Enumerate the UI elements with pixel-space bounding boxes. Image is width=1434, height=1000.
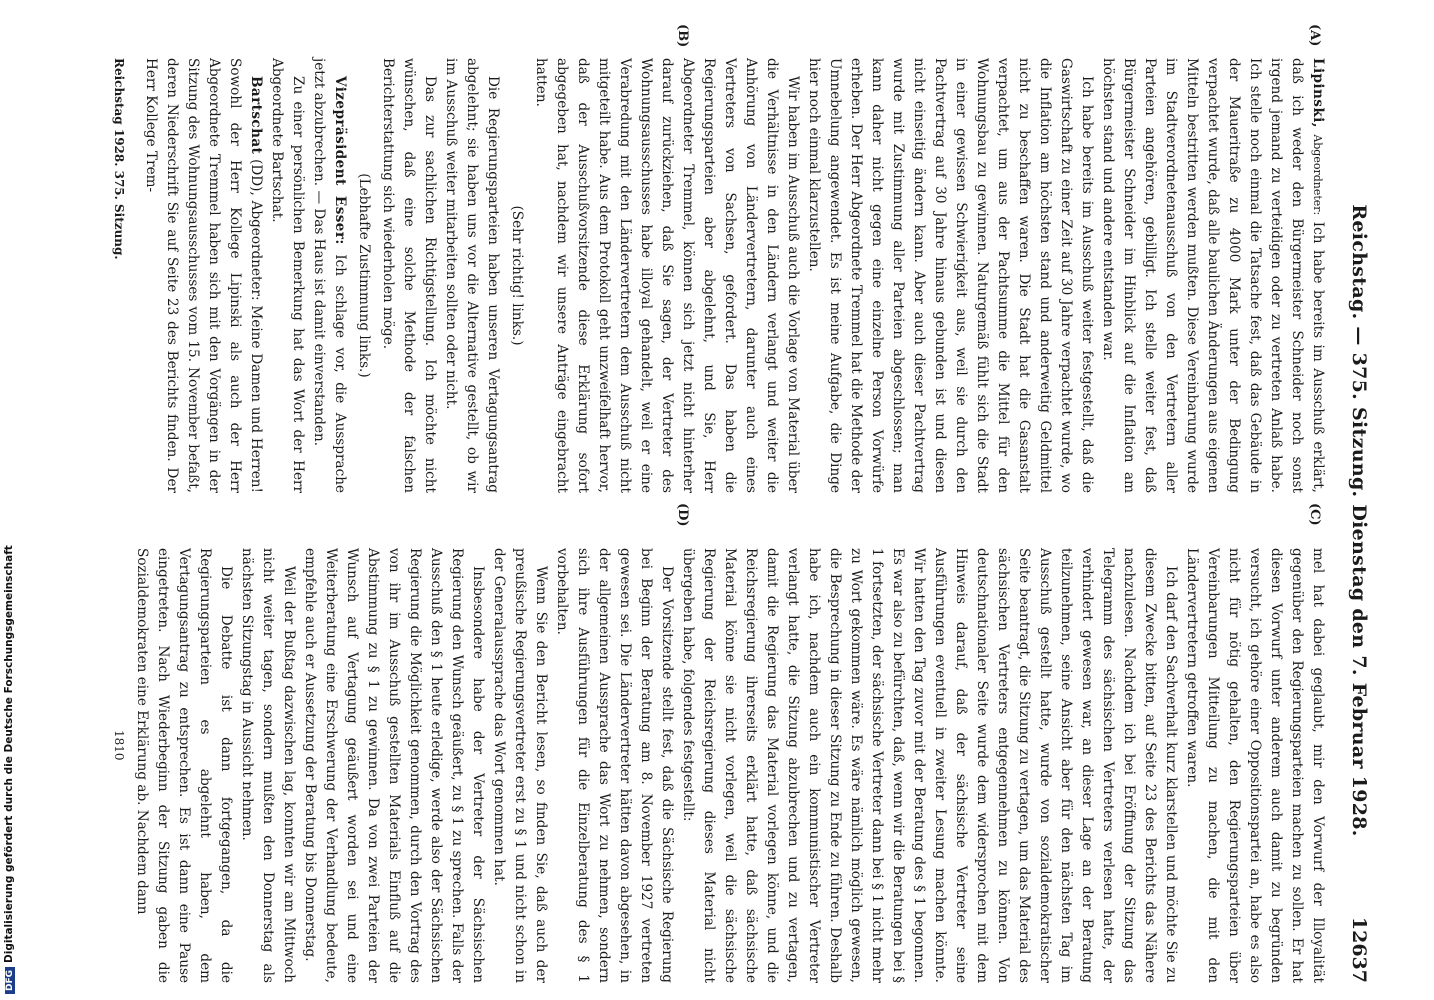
paragraph-text: Ich habe bereits im Ausschuß erklärt, daß ich weder den Bürgermeister Schneider noch sonst irgend jemand zu verteidigen oder zu vertreten Anlaß habe. Ich stelle noch einmal die Tatsache fest, daß das Gebäude in der Maueritraße zu 4000 Mark unter der Bedingung verpachtet wurde, daß alle baulichen Änderungen aus eigenen Mitteln bestritten werden mußten. Diese Vereinbarung wurde im Stadtverordnetenausschuß von den Vertretern aller Parteien angehören, gebilligt. Ich stelle weiter fest, daß Bürgermeister Schneider im Hinblick auf die Inflation am höchsten stand und andere entstanden war. [1100,58,1326,493]
page-header-title: Reichstag. — 375. Sitzung. Dienstag den 7. Februar 1928. [1348,204,1370,837]
paragraph: Zu einer persönlichen Bemerkung hat das Wort der Herr Abgeordnete Bartschat. [269,58,306,493]
paragraph: Das zur sachlichen Richtigstellung. Ich möchte nicht wünschen, daß eine solche Methode der falschen Berichterstattung sich wiederholen möge. [380,58,438,493]
speaker-name: Lipinski, [1310,58,1326,128]
paragraph [140,58,266,493]
paragraph: Wir haben im Ausschuß auch die Vorlage von Material über die Verhältnisse in den Ländern verlangt und weiter die Anhörung von Ländervertretern, darunter auch eines Vertreters von Sachsen, gefordert. Das haben die Regierungsparteien aber abgelehnt, und Sie, Herr Abgeordneter Tremmel, können sich jetzt nicht hinterher darauf zurückziehen, daß Sie sagen, der Vertreter des Wohnungsausschusses habe illoyal gehandelt, weil er eine Verabredung mit den Ländervertretern dem Ausschuß nicht mitgeteilt habe. Aus dem Protokoll geht unzweifelhaft hervor, daß der Ausschußvorsitzende diese Erklärung sofort abgegeben hat, nachdem wir unsere Anträge eingebracht hatten. [533,58,801,493]
paragraph: Weil der Bußtag dazwischen lag, konnten wir am Mittwoch nicht weiter tagen, sondern mußten den Donnerstag als nächsten Sitzungstag in Aussicht nehmen. [239,548,297,983]
paragraph [308,58,350,493]
margin-marker-b: (B) [675,24,690,48]
paragraph: Ich habe bereits im Ausschuß weiter festgestellt, daß die Gaswirtschaft zu einer Zeit auf 30 Jahre verpachtet wurde, wo die Inflation am höchsten stand und anderweitig Geldmittel nicht zu beschaffen waren. Die Stadt hat die Gasanstalt verpachtet, um aus der Pachtsumme die Mittel für den Wohnungsbau zu gewinnen. Naturgemäß fühlt sich die Stadt in einer gewissen Schwierigkeit aus, weil sie durch den Pachtvertrag auf 30 Jahre hinaus gebunden ist und diesen nicht einseitig ändern kann. Aber auch dieser Pachtvertrag wurde mit Zustimmung aller Parteien abgeschlossen; man kann daher nicht gegen eine einzelne Person Vorwürfe erheben. Der Herr Abgeordnete Tremmel hat die Methode der Umnebelung angewendet. Es ist meine Aufgabe, die Dinge hier noch einmal klarzustellen. [806,58,1095,493]
speaker-name: Bartschat [248,76,264,155]
paragraph: Die Debatte ist dann fortgegangen, da die Regierungsparteien es abgelehnt haben, dem Vertagungsantrag zu entsprechen. Es ist dann eine Pause eingetreten. Nach Wiederbeginn der Sitzung gaben die Sozialdemokraten eine Erklärung ab. Nachdem dann [134,548,234,983]
margin-marker-d: (D) [675,503,690,527]
quoted-paragraph: Der Vorsitzende stellt fest, daß die Sächsische Regierung bei Beginn der Beratung am 8. November 1927 vertreten gewesen sei. Die Ländervertreter hätten davon abgesehen, in der allgemeinen Aussprache das Wort zu nehmen, sondern sich ihre Ausführungen für die Einzelberatung des § 1 vorbehalten. [554,548,675,983]
paragraph: Wenn Sie den Bericht lesen, so finden Sie, daß auch der preußische Regierungsvertreter erst zu § 1 und nicht schon in der Generalaussprache das Wort genommen hat. [491,548,549,983]
interjection: (Lebhafte Zustimmung links.) [356,173,372,378]
text-column-right [131,548,1328,983]
running-header [1336,58,1380,983]
dfg-logo-icon: DFG [5,967,15,994]
page-footer-signature: Reichstag 1928. 375. Sitzung. [112,58,126,260]
paragraph: Ich darf den Sachverhalt kurz klarstellen und möchte Sie zu diesem Zwecke bitten, auf Seite 23 des Berichts das Nähere nachzulesen. Nachdem ich bei Eröffnung der Sitzung das Telegramm des sächsischen Vertreters verlesen hatte, der verhindert gewesen war, an dieser Lage an der Beratung teilzunehmen, seine Ansicht aber für den nächsten Tag im Ausschuß gestellt hatte, wurde von sozialdemokratischer Seite beantragt, die Sitzung zu vertagen, um das Material des sächsischen Vertreters entgegennehmen zu können. Von deutschnationaler Seite wurde dem widersprochen mit dem Hinweis darauf, daß der sächsische Vertreter seine Ausführungen eventuell in zweiter Lesung machen könnte. Wir hatten den Tag zuvor mit der Beratung des § 1 begonnen. Es war also zu befürchten, daß, wenn wir die Beratungen bei § 1 fortsetzten, der sächsische Vertreter dann bei § 1 nicht mehr zu Wort gekommen wäre. Es wäre nämlich möglich gewesen, die Besprechung in dieser Sitzung zu Ende zu führen. Deshalb habe ich, nachdem auch ein kommunistischer Vertreter verlangt hatte, die Sitzung abzubrechen und zu vertagen, damit die Regierung das Material vorlegen könne, und die Reichsregierung ihrerseits erklärt hatte, daß sächsische Material könne sie nicht vorlegen, weil die sächsische Regierung der Reichsregierung dieses Material nicht übergeben habe, folgendes festgestellt: [680,548,1179,983]
speaker-name: Vizepräsident Esser: [332,76,348,245]
page-number: 12637 [1348,916,1370,983]
credit-text: Digitalisierung gefördert durch die Deutsche Forschungsgemeinschaft [3,545,15,963]
margin-marker-c: (C) [1307,503,1322,526]
paragraph [1097,58,1328,493]
paragraph-text: Ich schlage vor, die Aussprache jetzt abzubrechen. — Das Haus ist damit einverstanden. [311,58,348,493]
quoted-paragraph: Insbesondere habe der Vertreter der Sächsischen Regierung den Wunsch geäußert, zu § 1 zu sprechen. Falls der Ausschuß den § 1 heute erledige, werde also der Sächsischen Regierung die Möglichkeit genommen, durch den Vortrag des von ihr im Ausschuß gestellten Materials Einfluß auf die Abstimmung zu § 1 zu gewinnen. Da von zwei Parteien der Wunsch auf Vertagung geäußert worden sei und eine Weiterberatung eine Erschwerung der Verhandlung bedeute, empfehle auch er Aussetzung der Beratung bis Donnerstag. [302,548,486,983]
rotated-document-page [90,24,1380,983]
text-column-left [140,58,1328,493]
interjection: (Sehr richtig! links.) [509,205,525,346]
paragraph: mel hat dabei geglaubt, mir den Vorwurf der Illoyalität gegenüber den Regierungsparteien machen zu sollen. Er hat diesen Vorwurf unter anderem auch damit zu begründen versucht, ich gehöre einer Oppositionspartei an, habe es also nicht für nötig gehalten, den Regierungsparteien über Vereinbarungen Mitteilung zu machen, die mit den Ländervertretern getroffen waren. [1184,548,1326,983]
paragraph-text: (DD), Abgeordneter: Meine Damen und Herren! Sowohl der Herr Kollege Lipinski als auch der Herr Abgeordnete Tremmel haben sich mit den Vorgängen in der Sitzung des Wohnungsausschusses vom 15. November befaßt, deren Niederschrift Sie auf Seite 23 des Berichts finden. Der Herr Kollege Trem- [143,58,264,493]
digitization-credit [3,545,15,994]
page-footer-number: 1810 [112,730,126,761]
paragraph: Die Regierungsparteien haben unseren Vertagungsantrag abgelehnt; sie haben uns vor die Alternative gestellt, ob wir im Ausschuß weiter mitarbeiten sollten oder nicht. [443,58,501,493]
margin-marker-a: (A) [1307,24,1322,47]
speaker-role: Abgeordneter: [1311,134,1324,216]
